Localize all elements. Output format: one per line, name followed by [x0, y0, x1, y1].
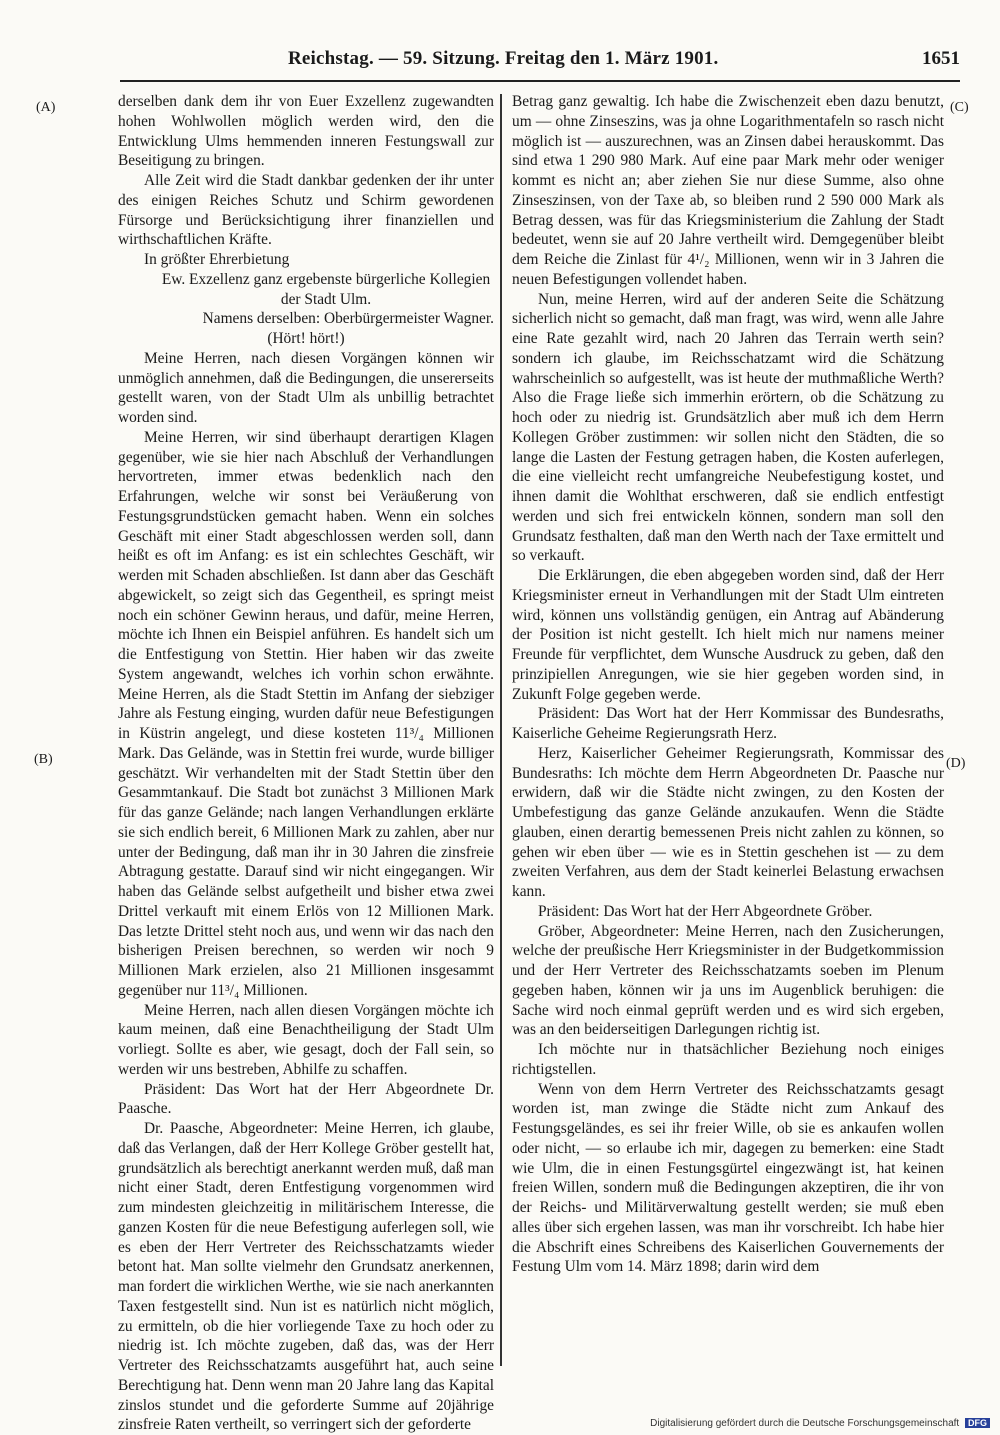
paragraph: Ew. Exzellenz ganz ergebenste bürgerliche Kollegien der Stadt Ulm.	[161, 270, 491, 308]
margin-marker-c: (C)	[950, 100, 969, 115]
margin-marker-b: (B)	[34, 752, 53, 767]
left-column	[118, 92, 494, 1435]
header-rule	[120, 80, 960, 82]
column-separator	[500, 94, 502, 1366]
margin-marker-d: (D)	[946, 756, 966, 771]
paragraph: Alle Zeit wird die Stadt dankbar gedenken der ihr unter des einigen Reiches Schutz und Schirm gewordenen Fürsorge und Berücksichtigung ihrer finanziellen und wirthschaftlichen Kräfte.	[118, 172, 494, 249]
speaker-paragraph: Dr. Paasche, Abgeordneter: Meine Herren, ich glaube, daß das Verlangen, daß der Herr Kollege Gröber gestellt hat, grundsätzlich als berechtigt anerkannt werden muß, daß man nicht einer Stadt, deren Entfestigung vorgenommen wird zum mindesten gleichzeitig in militärischem Interesse, die ganzen Kosten für die neue Befestigung auferlegen soll, wie es eben der Herr Vertreter des Reichsschatzamts wieder betont hat. Man sollte vielmehr den Grundsatz anerkennen, man fordert die wirklichen Werthe, wie sie nach anerkannten Taxen festgestellt sind. Nun ist es natürlich nicht möglich, zu ermitteln, ob die hier vorliegende Taxe zu hoch oder zu niedrig ist. Ich möchte zugeben, daß das, was der Herr Vertreter des Reichsschatzamts ausgeführt hat, auch seine Berechtigung hat. Denn wenn man 20 Jahre lang das Kapital zinslos stundet und die geforderte Summe auf 20jährige zinsfreie Raten vertheilt, so verringert sich der geforderte	[118, 1120, 494, 1434]
dfg-logo: DFG	[965, 1418, 990, 1428]
speaker-paragraph: Präsident: Das Wort hat der Herr Kommissar des Bundesraths, Kaiserliche Geheime Regierungsrath Herz.	[512, 705, 944, 742]
paragraph: Meine Herren, wir sind überhaupt derartigen Klagen gegenüber, wie sie hier nach Abschluß der Verhandlungen hervortreten, immer etwas bedenklich nach den Erfahrungen, welche wir sonst bei Veräußerung von Festungsgrundstücken gemacht haben. Wenn ein solches Geschäft mit einer Stadt abgeschlossen werden soll, dann heißt es oft im Anfang: es ist ein schlechtes Geschäft, wir werden mit Schaden abschließen. Ist dann aber das Geschäft abgewickelt, so zeigt sich das Gegentheil, es springt meist noch ein schöner Gewinn heraus, und dafür, meine Herren, möchte ich Ihnen ein Beispiel anführen. Es handelt sich um die Entfestigung von Stettin. Hier haben wir das zweite System angewandt, welches ich vorhin schon erwähnte. Meine Herren, als die Stadt Stettin im Anfang der siebziger Jahre als Festung einging, wurden dafür neue Befestigungen in Küstrin angelegt, und diese kosteten 11³/₄ Millionen Mark. Das Gelände, was in Stettin frei wurde, wurde billiger geschätzt. Wir verhandelten mit der Stadt Stettin über den Gesammtankauf. Die Stadt bot zunächst 3 Millionen Mark für das ganze Gelände; nach langen Verhandlungen erklärte sie sich endlich bereit, 6 Millionen Mark zu zahlen, aber nur unter der Bedingung, daß man ihr in 30 Jahren die zinsfreie Abtragung gestatte. Darauf sind wir nicht eingegangen. Wir haben das Gelände selbst aufgetheilt und bisher etwa zwei Drittel verkauft mit einem Erlös von 12 Millionen Mark. Das letzte Drittel steht noch aus, und wenn wir das nach den bisherigen Preisen berechnen, so werden wir noch 9 Millionen Mark erzielen, also 21 Millionen insgesammt gegenüber nur 11³/₄ Millionen.	[118, 428, 494, 999]
page-header	[20, 48, 960, 72]
right-column	[512, 92, 944, 1277]
signature-line: Namens derselben: Oberbürgermeister Wagner.	[202, 310, 494, 328]
speaker-paragraph: Gröber, Abgeordneter: Meine Herren, nach den Zusicherungen, welche der preußische Herr Kriegsminister in der Budgetkommission und der Herr Vertreter des Reichsschatzamts soeben im Plenum gegeben haben, können wir ja uns im Augenblick beruhigen: die Sache wird noch einmal geprüft werden und es wird sich ergeben, was an den beiderseitigen Darlegungen richtig ist.	[512, 922, 944, 1039]
paragraph: Nun, meine Herren, wird auf der anderen Seite die Schätzung sicherlich nicht so gemacht, daß man fragt, was wird, wenn alle Jahre eine Rate gezahlt wird, nach 20 Jahren das Terrain werth sein? sondern ich glaube, im Reichsschatzamt wird die Schätzung wahrscheinlich so aufgestellt, was ist heute der muthmaßliche Werth? Also die Frage ließe sich immerhin erörtern, ob die Schätzung zu hoch oder zu niedrig ist. Grundsätzlich aber muß ich dem Herrn Kollegen Gröber zustimmen: wir sollen nicht den Städten, die so lange die Lasten der Festung getragen haben, die Kosten auferlegen, die eine vielleicht recht umfangreiche Neubefestigung kostet, und ihnen damit die Wohlthat erschweren, daß sie endlich entfestigt werden und sich frei entwickeln können, sondern man soll den Grundsatz festhalten, daß man den Werth nach der Taxe ermittelt und so verkauft.	[512, 290, 944, 565]
interjection: (Hört! hört!)	[267, 330, 345, 347]
paragraph: Meine Herren, nach diesen Vorgängen können wir unmöglich annehmen, daß die Bedingungen, die unsererseits gestellt waren, von der Stadt Ulm als unbillig betrachtet worden sind.	[118, 349, 494, 426]
paragraph: Ich möchte nur in thatsächlicher Beziehung noch einiges richtigstellen.	[512, 1041, 944, 1078]
digitization-credit	[650, 1418, 990, 1429]
paragraph: Wenn von dem Herrn Vertreter des Reichsschatzamts gesagt worden ist, man zwinge die Städte nicht zum Ankauf des Festungsgeländes, es sei ihr freier Wille, ob sie es ankaufen wollen oder nicht, — so erlaube ich mir, dagegen zu bemerken: eine Stadt wie Ulm, die in einen Festungsgürtel eingezwängt ist, hat keinen freien Willen, sondern muß die Bedingungen akzeptiren, die ihr von der Reichs- und Militärverwaltung gestellt werden; sie muß eben alles über sich ergehen lassen, was man ihr vorschreibt. Ich habe hier die Abschrift eines Schreibens des Kaiserlichen Gouvernements der Festung Ulm vom 14. März 1898; darin wird dem	[512, 1080, 944, 1276]
paragraph: Die Erklärungen, die eben abgegeben worden sind, daß der Herr Kriegsminister erneut in Verhandlungen mit der Stadt Ulm eintreten wird, können uns vollständig genügen, ein Antrag auf Abänderung der Position ist nicht gestellt. Ich hielt mich nur namens meiner Freunde für verpflichtet, dem Wunsche Ausdruck zu geben, daß den prinzipiellen Anregungen, wie sie hier gegeben worden sind, in Zukunft Folge gegeben werde.	[512, 567, 944, 703]
credit-text: Digitalisierung gefördert durch die Deutsche Forschungsgemeinschaft	[650, 1418, 960, 1429]
paragraph: In größter Ehrerbietung	[144, 251, 290, 268]
paragraph: Meine Herren, nach allen diesen Vorgängen möchte ich kaum meinen, daß eine Benachtheiligung der Stadt Ulm vorliegt. Sollte es aber, wie gesagt, doch der Fall sein, so werden wir uns bestreben, Abhilfe zu schaffen.	[118, 1001, 494, 1078]
paragraph: derselben dank dem ihr von Euer Exzellenz zugewandten hohen Wohlwollen möglich werden wird, den die Entwicklung Ulms hemmenden inneren Festungswall zur Beseitigung zu bringen.	[118, 93, 494, 170]
speaker-paragraph: Herz, Kaiserlicher Geheimer Regierungsrath, Kommissar des Bundesraths: Ich möchte dem Herrn Abgeordneten Dr. Paasche nur erwidern, daß wir die Städte nicht zwingen, zu den Kosten der Umbefestigung das ganze Gelände anzukaufen. Wenn die Städte glauben, einen derartig bemessenen Preis nicht zahlen zu können, so gehen wir eben über — wie es in Stettin geschehen ist — zu dem zweiten Verfahren, aus dem der Stadt keinerlei Belastung erwachsen kann.	[512, 744, 944, 900]
margin-marker-a: (A)	[36, 100, 56, 115]
paragraph: Betrag ganz gewaltig. Ich habe die Zwischenzeit eben dazu benutzt, um — ohne Zinseszins, was ja ohne Logarithmentafeln so rasch nicht möglich ist — auszurechnen, was an Zinsen dabei herauskommt. Das sind etwa 1 290 980 Mark. Auf eine paar Mark mehr oder weniger kommt es nicht an; aber ziehen Sie nur diese Summe, also ohne Zinseszinsen, von der Taxe ab, so bleiben rund 2 590 000 Mark als Betrag dessen, was für das Kriegsministerium die Zahlung der Stadt bedeutet, wenn sie auf 20 Jahre vertheilt wird. Demgegenüber bleibt dem Reiche die Zinlast für 4¹/₂ Millionen, wenn wir in 3 Jahren die neuen Befestigungen vollendet haben.	[512, 93, 944, 288]
speaker-paragraph: Präsident: Das Wort hat der Herr Abgeordnete Gröber.	[538, 902, 873, 920]
running-title: Reichstag. — 59. Sitzung. Freitag den 1. März 1901.	[288, 48, 719, 69]
speaker-paragraph: Präsident: Das Wort hat der Herr Abgeordnete Dr. Paasche.	[118, 1080, 494, 1118]
page-number: 1651	[922, 48, 960, 69]
